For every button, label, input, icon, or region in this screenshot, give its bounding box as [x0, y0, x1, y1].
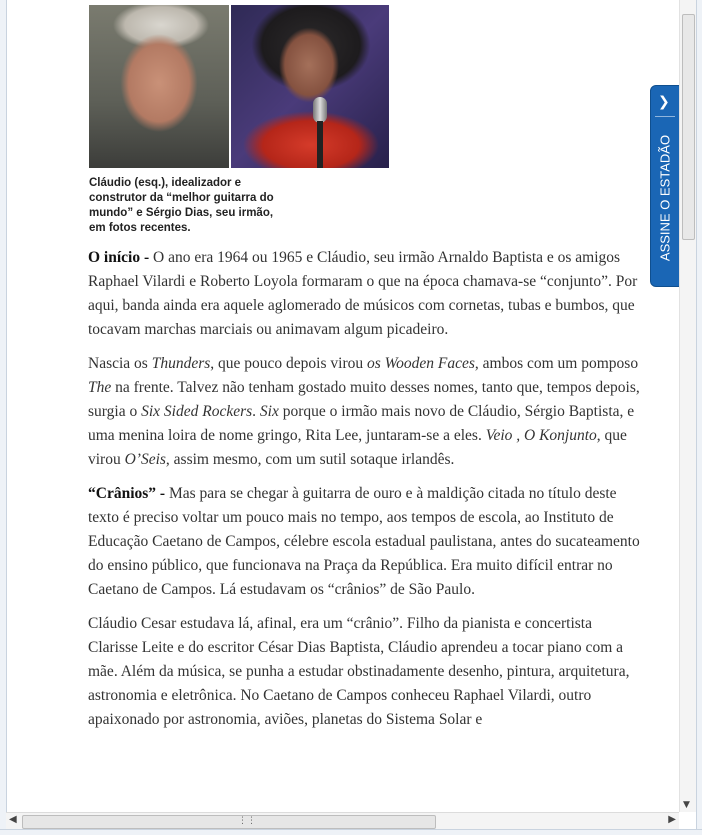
text-segment: Cláudio Cesar estudava lá, afinal, era um “crânio”. Filho da pianista e concertista Clarisse Leite e do escritor César Dias Baptista, Cláudio aprendeu a tocar piano com a mãe. Além da música, se punha a estudar obstinadamente desenho, pintura, arquitetura, astronomia e eletrônica. No Caetano de Campos conheceu Raphael Vilardi, outro apaixonado por astronomia, aviões, planetas do Sistema Solar e	[88, 615, 630, 728]
text-segment: .	[252, 403, 260, 420]
scroll-grip-icon: ⋮⋮	[238, 816, 256, 826]
italic-text: os Wooden Faces	[366, 355, 475, 372]
italic-text: The	[88, 379, 112, 396]
scroll-right-arrow-icon[interactable]: ▶	[668, 814, 676, 825]
italic-text: Six	[259, 403, 279, 420]
text-segment: , que pouco depois virou	[210, 355, 367, 372]
vertical-scroll-thumb[interactable]	[682, 14, 695, 240]
photo-pair	[89, 5, 389, 168]
horizontal-scroll-thumb[interactable]	[22, 815, 436, 829]
text-segment: porque o irmão mais novo de Cláudio, Sérgio Baptista, e uma menina loira de nome gringo, Rita Lee, juntaram-se a eles.	[88, 403, 635, 444]
text-segment: , assim mesmo, com um sutil sotaque irlandês.	[165, 451, 455, 468]
article-body	[88, 246, 641, 742]
microphone-stand	[317, 121, 323, 168]
window-left-border	[0, 0, 7, 834]
subscribe-label: ASSINE O ESTADÃO	[657, 134, 673, 262]
photo-sergio-dias	[231, 5, 389, 168]
subscribe-divider	[655, 116, 675, 117]
paragraph-lead: O início -	[88, 249, 154, 266]
italic-text: O’Seis	[124, 451, 166, 468]
horizontal-scrollbar[interactable]	[6, 812, 679, 830]
photo-caption: Cláudio (esq.), idealizador e construtor da “melhor guitarra do mundo” e Sérgio Dias, seu irmão, em fotos recentes.	[89, 177, 274, 234]
article-paragraph	[88, 246, 641, 342]
chevron-right-icon: ❯	[658, 94, 670, 110]
article-paragraph	[88, 482, 641, 602]
text-segment: na frente. Talvez não tenham gostado muito desses nomes, tanto que, tempos depois, surgia o	[88, 379, 640, 420]
text-segment: O ano era 1964 ou 1965 e Cláudio, seu irmão Arnaldo Baptista e os amigos Raphael Vilardi e Roberto Loyola formaram o que na época chamava-se “conjunto”. Por aqui, banda ainda era aquele aglomerado de músicos com cornetas, tubas e bumbos, que tocavam marchas marciais ou animavam algum picadeiro.	[88, 249, 638, 338]
article-paragraph	[88, 612, 641, 732]
window-right-border	[696, 0, 702, 834]
italic-text: Six Sided Rockers	[141, 403, 253, 420]
paragraph-lead: “Crânios” -	[88, 485, 169, 502]
photo-claudio	[89, 5, 229, 168]
scroll-left-arrow-icon[interactable]: ◀	[9, 814, 17, 825]
window-bottom-border	[0, 829, 702, 835]
article-paragraph	[88, 352, 641, 472]
italic-text: Thunders	[151, 355, 211, 372]
subscribe-tab[interactable]	[650, 85, 680, 287]
microphone	[313, 97, 327, 123]
text-segment: Mas para se chegar à guitarra de ouro e à maldição citada no título deste texto é preciso voltar um pouco mais no tempo, aos tempos de escola, ao Instituto de Educação Caetano de Campos, célebre escola estadual paulistana, antes do sucateamento do ensino público, que funcionava na Praça da República. Era muito difícil entrar no Caetano de Campos. Lá estudavam os “crânios” de São Paulo.	[88, 485, 640, 598]
text-segment: , que virou	[88, 427, 627, 468]
vertical-scrollbar[interactable]	[679, 0, 696, 812]
scroll-down-arrow-icon[interactable]: ▼	[683, 800, 690, 810]
text-segment: , ambos com um pomposo	[474, 355, 639, 372]
text-segment: Nascia os	[88, 355, 152, 372]
italic-text: Veio , O Konjunto	[485, 427, 597, 444]
